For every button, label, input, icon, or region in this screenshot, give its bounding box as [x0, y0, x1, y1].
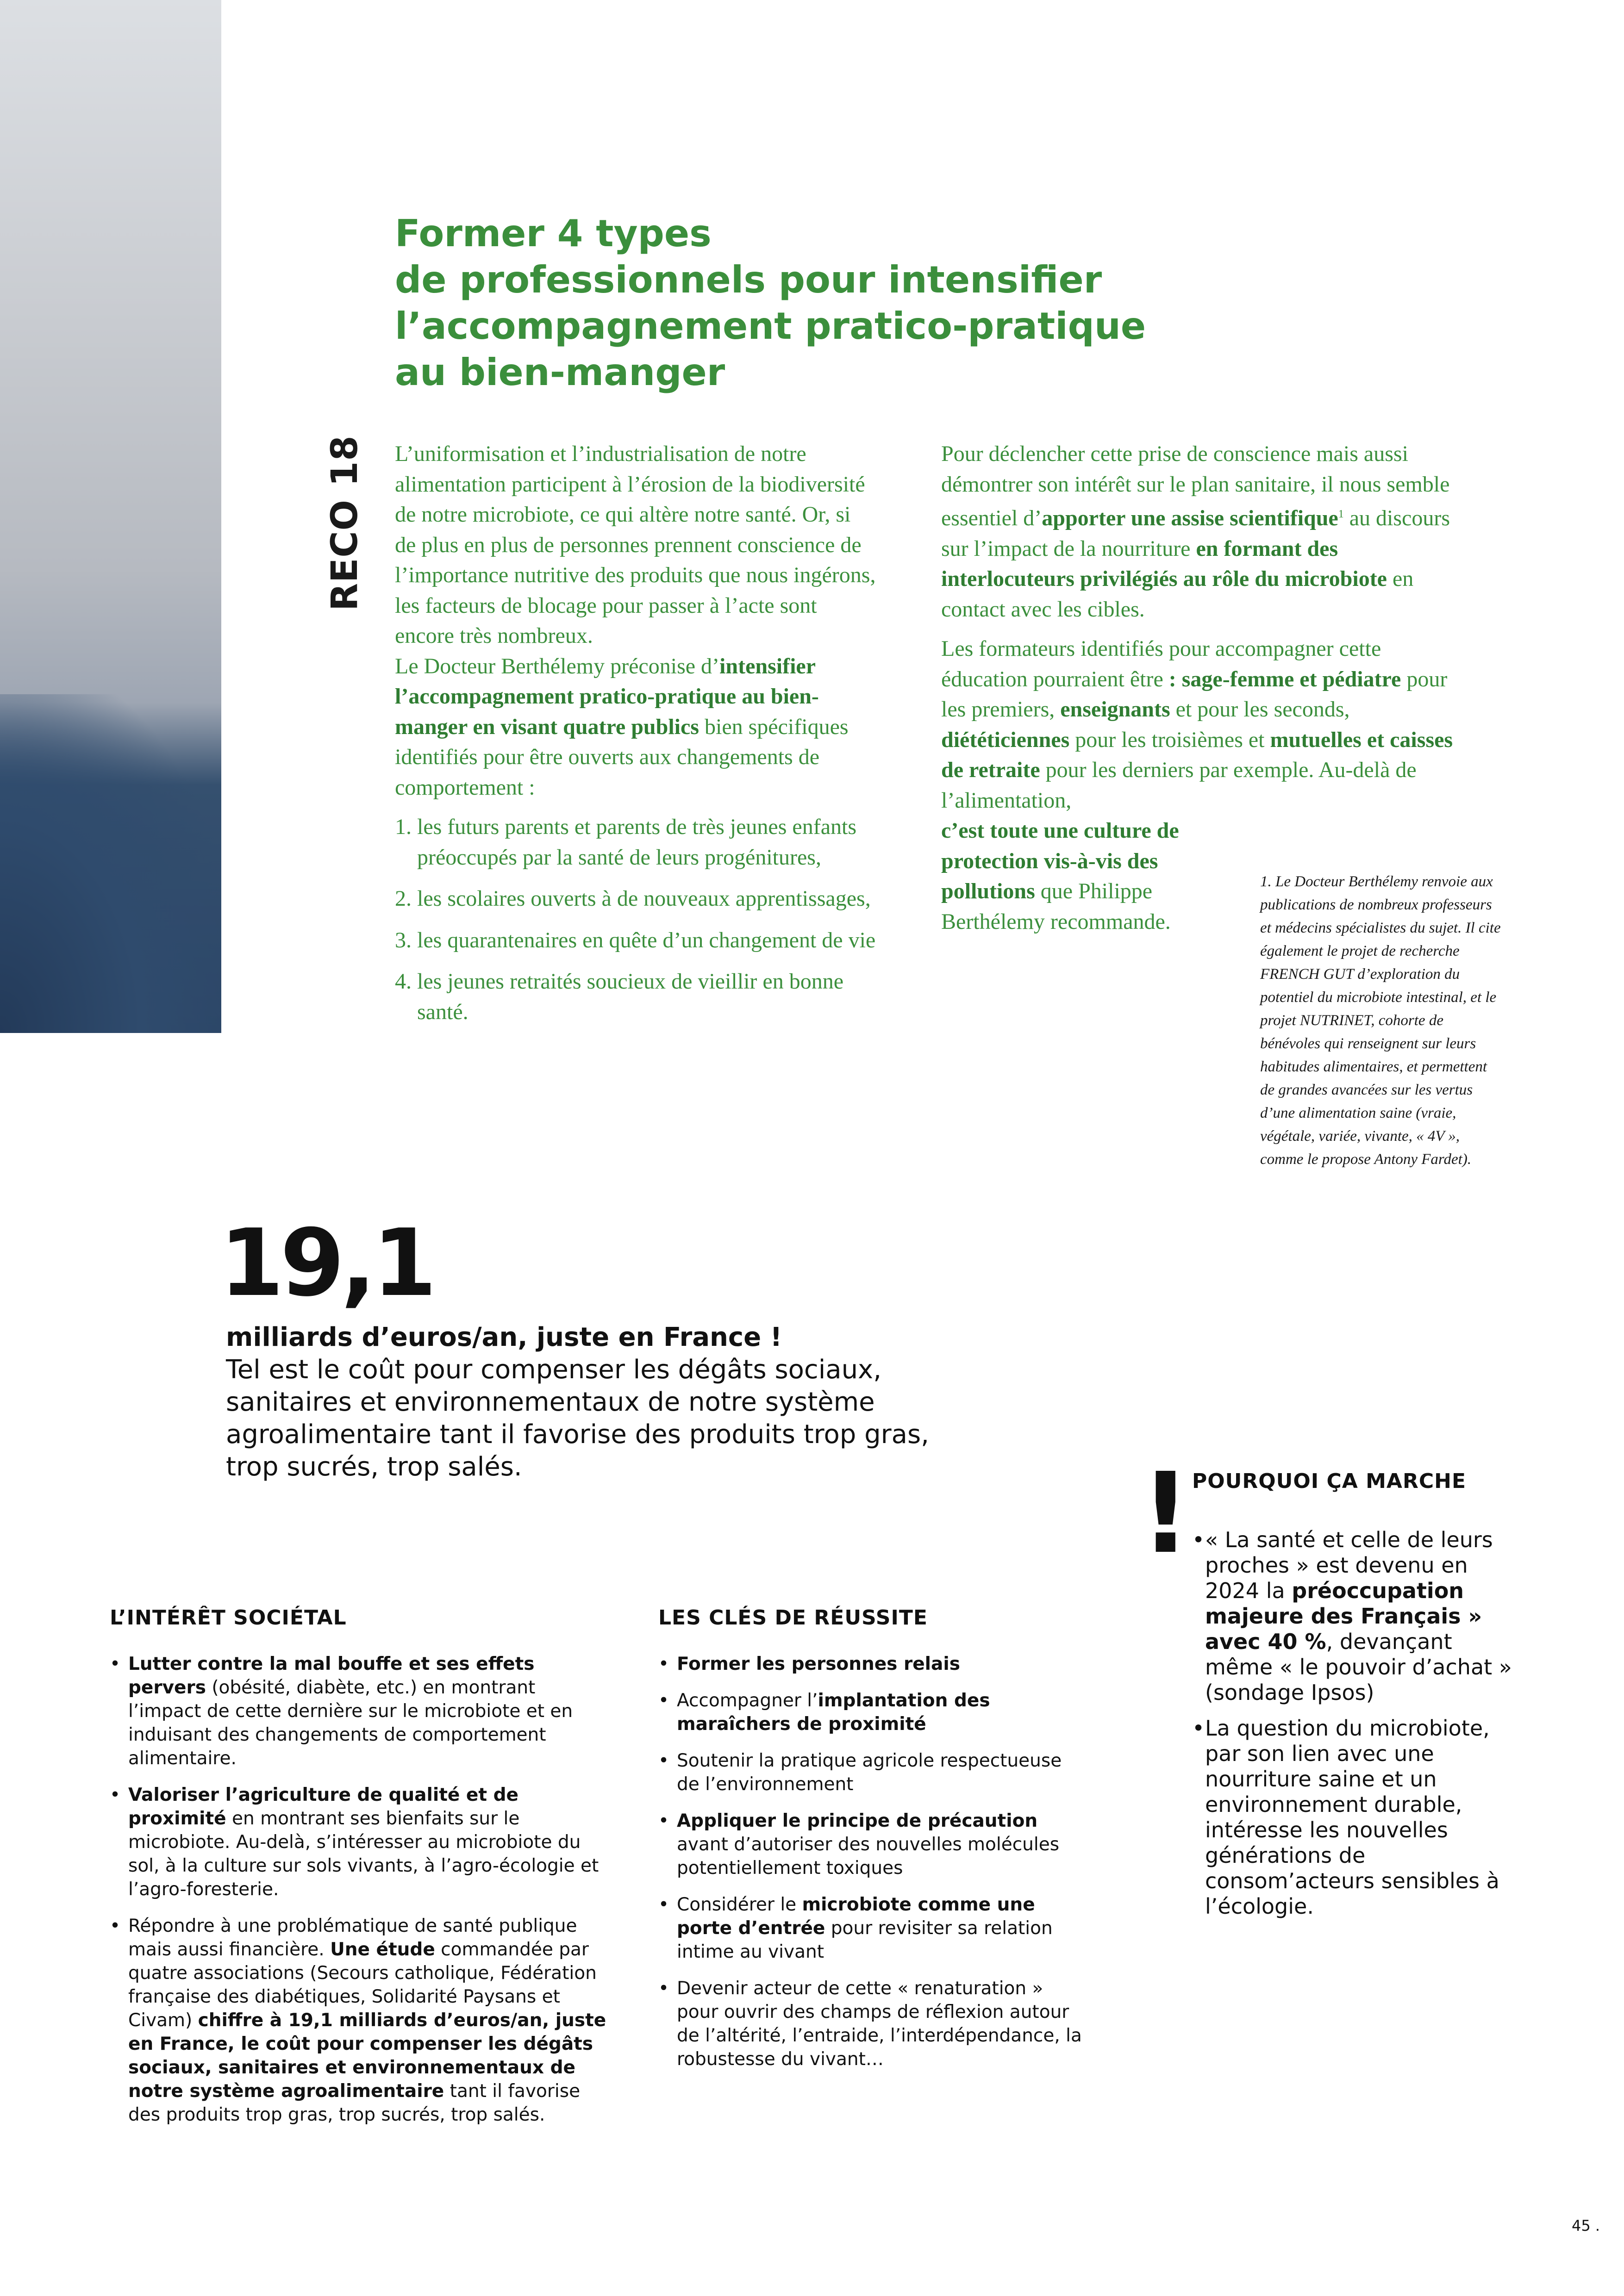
- audience-list: [395, 812, 876, 1027]
- paragraph: [395, 439, 876, 651]
- paragraph: [395, 651, 876, 803]
- text: pour les premiers,: [941, 666, 1448, 722]
- text: Devenir acteur de cette « renaturation » pour ouvrir des champs de réflexion autour de l’altérité, l’entraide, l’interdépendance, la robustesse du vivant…: [677, 1978, 1082, 2070]
- emphasis: implantation des maraîchers de proximité: [677, 1690, 990, 1735]
- emphasis: Une étude: [330, 1939, 435, 1960]
- emphasis: Former les personnes relais: [677, 1654, 960, 1674]
- footnote-ref: 1: [1338, 508, 1344, 520]
- list-number: 3.: [395, 927, 412, 952]
- list-item: [658, 1893, 1084, 1964]
- list-text: les futurs parents et parents de très jeunes enfants préoccupés par la santé de leurs progénitures,: [417, 815, 857, 870]
- photo-shade: [0, 694, 221, 1033]
- list-item: [110, 1914, 610, 2127]
- title-line: de professionnels pour intensifier: [395, 258, 1102, 301]
- title-line: Former 4 types: [395, 212, 712, 255]
- emphasis: en formant des interlocuteurs privilégiés au rôle du microbiote: [941, 536, 1387, 591]
- list-item: [658, 1689, 1084, 1736]
- paragraph: [941, 634, 1460, 815]
- reco-label: RECO 18: [324, 435, 366, 611]
- emphasis: Valoriser l’agriculture de qualité et de proximité: [128, 1785, 518, 1829]
- emphasis: diététiciennes: [941, 727, 1070, 752]
- emphasis: intensifier l’accompagnement pratico-pratique au bien-manger en visant quatre publics: [395, 653, 819, 739]
- stat-subtitle: milliards d’euros/an, juste en France !: [226, 1322, 782, 1352]
- pourquoi-list: [1192, 1527, 1516, 1929]
- list-item: [658, 1749, 1084, 1796]
- text: Répondre à une problématique de santé publique mais aussi financière.: [128, 1916, 577, 1960]
- emphasis: microbiote comme une porte d’entrée: [677, 1894, 1035, 1939]
- emphasis: mutuelles et caisses de retraite: [941, 727, 1453, 782]
- emphasis: : sage-femme et pédiatre: [1168, 666, 1401, 691]
- list-item: [658, 1652, 1084, 1676]
- emphasis: c’est toute une culture de protection vis-à-vis des pollutions: [941, 818, 1179, 903]
- exclamation-icon: !: [1140, 1449, 1191, 1578]
- body-column-left: [395, 439, 876, 1038]
- text: en montrant ses bienfaits sur le microbiote. Au-delà, s’intéresser au microbiote du sol, à la culture sur sols vivants, à l’agro-écologie et l’agro-foresterie.: [128, 1808, 599, 1900]
- list-text: les scolaires ouverts à de nouveaux apprentissages,: [417, 886, 871, 911]
- title-line: l’accompagnement pratico-pratique: [395, 305, 1146, 348]
- list-item: [395, 884, 876, 914]
- text: pour les troisièmes et: [1069, 727, 1270, 752]
- text: (obésité, diabète, etc.) en montrant l’impact de cette dernière sur le microbiote et en induisant des changements de comportement alimentaire.: [128, 1677, 573, 1769]
- text: Pour déclencher cette prise de conscience mais aussi démontrer son intérêt sur le plan sanitaire, il nous semble essentiel d’: [941, 442, 1450, 530]
- interet-list: [110, 1652, 610, 2140]
- stat-description: Tel est le coût pour compenser les dégâts sociaux, sanitaires et environnementaux de notre système agroalimentaire tant il favorise des produits trop gras, trop sucrés, trop salés.: [226, 1355, 929, 1482]
- list-number: 2.: [395, 886, 412, 911]
- text: tant il favorise des produits trop gras, trop sucrés, trop salés.: [128, 2081, 581, 2125]
- pourquoi-heading: POURQUOI ÇA MARCHE: [1192, 1469, 1467, 1493]
- list-item: [658, 1977, 1084, 2071]
- emphasis: Appliquer le principe de précaution: [677, 1811, 1038, 1831]
- page-number: 45 .: [1572, 2217, 1600, 2234]
- interet-heading: L’INTÉRÊT SOCIÉTAL: [110, 1606, 347, 1630]
- cles-list: [658, 1652, 1084, 2084]
- list-item: [110, 1652, 610, 1770]
- list-number: 1.: [395, 815, 412, 839]
- text: Soutenir la pratique agricole respectueuse de l’environnement: [677, 1750, 1062, 1795]
- list-item: [395, 812, 876, 872]
- title-line: au bien-manger: [395, 351, 725, 394]
- text: que Philippe Berthélemy recommande.: [941, 879, 1171, 934]
- list-item: [1192, 1716, 1516, 1919]
- list-item: [110, 1783, 610, 1901]
- emphasis: préoccupation majeure des Français » avec 40 %: [1205, 1578, 1482, 1654]
- stat-number: 19,1: [219, 1209, 433, 1317]
- photo-portrait: [0, 0, 221, 1033]
- paragraph: [941, 815, 1228, 937]
- text: Les formateurs identifiés pour accompagner cette éducation pourraient être: [941, 636, 1381, 691]
- text: Le Docteur Berthélemy préconise d’: [395, 653, 720, 678]
- text: commandée par quatre associations (Secours catholique, Fédération française des diabétiques, Solidarité Paysans et Civam): [128, 1939, 597, 2031]
- text: La question du microbiote, par son lien avec une nourriture saine et un environnement durable, intéresse les nouvelles générations de consom’acteurs sensibles à l’écologie.: [1205, 1716, 1499, 1919]
- list-text: les quarantenaires en quête d’un changement de vie: [417, 927, 876, 952]
- text: , devançant même « le pouvoir d’achat » (sondage Ipsos): [1205, 1629, 1512, 1705]
- text: pour les derniers par exemple. Au-delà de l’alimentation,: [941, 758, 1417, 813]
- text: L’uniformisation et l’industrialisation de notre alimentation participent à l’érosion de la biodiversité de notre microbiote, ce qui altère notre santé. Or, si de plus en plus de personnes prennent conscience de l’importance nutritive des produits que nous ingérons, les facteurs de blocage pour passer à l’acte sont encore très nombreux.: [395, 442, 876, 648]
- text: au discours sur l’impact de la nourriture: [941, 506, 1450, 561]
- list-number: 4.: [395, 969, 412, 994]
- text: en contact avec les cibles.: [941, 566, 1414, 622]
- text: bien spécifiques identifiés pour être ouverts aux changements de comportement :: [395, 714, 849, 800]
- text: « La santé et celle de leurs proches » est devenu en 2024 la: [1205, 1527, 1493, 1603]
- emphasis: chiffre à 19,1 milliards d’euros/an, juste en France, le coût pour compenser les dégâts sociaux, sanitaires et environnementaux de notre système agroalimentaire: [128, 2010, 606, 2102]
- list-text: les jeunes retraités soucieux de vieillir en bonne santé.: [417, 969, 844, 1024]
- emphasis: enseignants: [1060, 697, 1170, 722]
- list-item: [658, 1809, 1084, 1880]
- text: Accompagner l’: [677, 1690, 818, 1711]
- list-item: [395, 925, 876, 956]
- list-item: [395, 966, 876, 1027]
- emphasis: Lutter contre la mal bouffe et ses effets pervers: [128, 1654, 535, 1698]
- text: et pour les seconds,: [1170, 697, 1350, 722]
- list-item: [1192, 1527, 1516, 1705]
- emphasis: apporter une assise scientifique: [1042, 506, 1338, 530]
- text: avant d’autoriser des nouvelles molécules potentiellement toxiques: [677, 1834, 1060, 1879]
- cles-heading: LES CLÉS DE RÉUSSITE: [658, 1606, 928, 1630]
- paragraph: [941, 439, 1460, 624]
- page-title: [395, 211, 1413, 396]
- footnote: 1. Le Docteur Berthélemy renvoie aux publications de nombreux professeurs et médecins spécialistes du sujet. Il cite également le projet de recherche FRENCH GUT d’exploration du potentiel du microbiote intestinal, et le projet NUTRINET, cohorte de bénévoles qui renseignent sur leurs habitudes alimentaires, et permettent de grandes avancées sur les vertus d’une alimentation saine (vraie, végétale, variée, vivante, « 4V », comme le propose Antony Fardet).: [1260, 873, 1501, 1168]
- text: pour revisiter sa relation intime au vivant: [677, 1918, 1053, 1962]
- text: Considérer le: [677, 1894, 802, 1915]
